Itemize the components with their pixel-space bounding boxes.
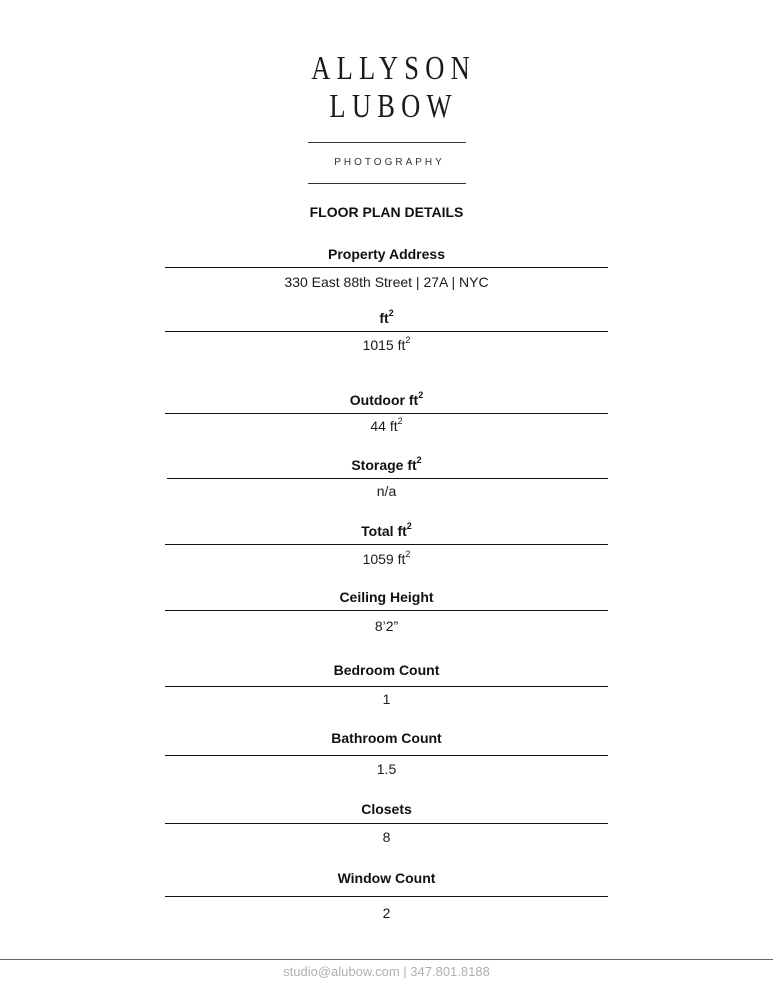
field-divider <box>165 267 608 268</box>
field-divider <box>165 823 608 824</box>
footer-divider <box>0 959 773 960</box>
field-value: 1.5 <box>376 761 397 777</box>
field-label: Ceiling Height <box>339 589 434 605</box>
field-value: 1015 $ft^2$ <box>362 335 411 353</box>
field-value: 8’2” <box>374 618 399 634</box>
footer-contact: studio@alubow.com | 347.801.8188 <box>283 964 490 979</box>
field-value: n/a <box>376 483 397 499</box>
field-divider <box>165 331 608 332</box>
field-value: 1 <box>382 691 391 707</box>
logo-name-last: LUBOW <box>329 88 458 125</box>
field-value: 2 <box>382 905 391 921</box>
field-label: Outdoor $ft^2$ <box>349 390 424 408</box>
field-divider <box>167 478 608 479</box>
field-label: Window Count <box>337 870 436 886</box>
field-label: Property Address <box>328 246 445 262</box>
document-title: FLOOR PLAN DETAILS <box>309 204 464 220</box>
logo-divider-bottom <box>308 183 466 184</box>
field-label: Total $ft^2$ <box>361 521 412 539</box>
field-label: $ft^2$ <box>379 308 394 326</box>
field-value: 1059 $ft^2$ <box>362 549 411 567</box>
logo-subtitle: PHOTOGRAPHY <box>334 157 445 168</box>
field-value: 44 $ft^2$ <box>370 416 403 434</box>
field-label: Bathroom Count <box>331 730 442 746</box>
field-divider <box>165 686 608 687</box>
field-value: 330 East 88th Street | 27A | NYC <box>284 274 489 290</box>
field-label: Bedroom Count <box>333 662 440 678</box>
field-divider <box>165 413 608 414</box>
logo-name-first: ALLYSON <box>311 50 477 87</box>
field-label: Storage $ft^2$ <box>351 455 422 473</box>
field-label: Closets <box>361 801 412 817</box>
field-divider <box>165 610 608 611</box>
field-divider <box>165 544 608 545</box>
field-divider <box>165 896 608 897</box>
logo-divider-top <box>308 142 466 143</box>
field-divider <box>165 755 608 756</box>
field-value: 8 <box>382 829 391 845</box>
